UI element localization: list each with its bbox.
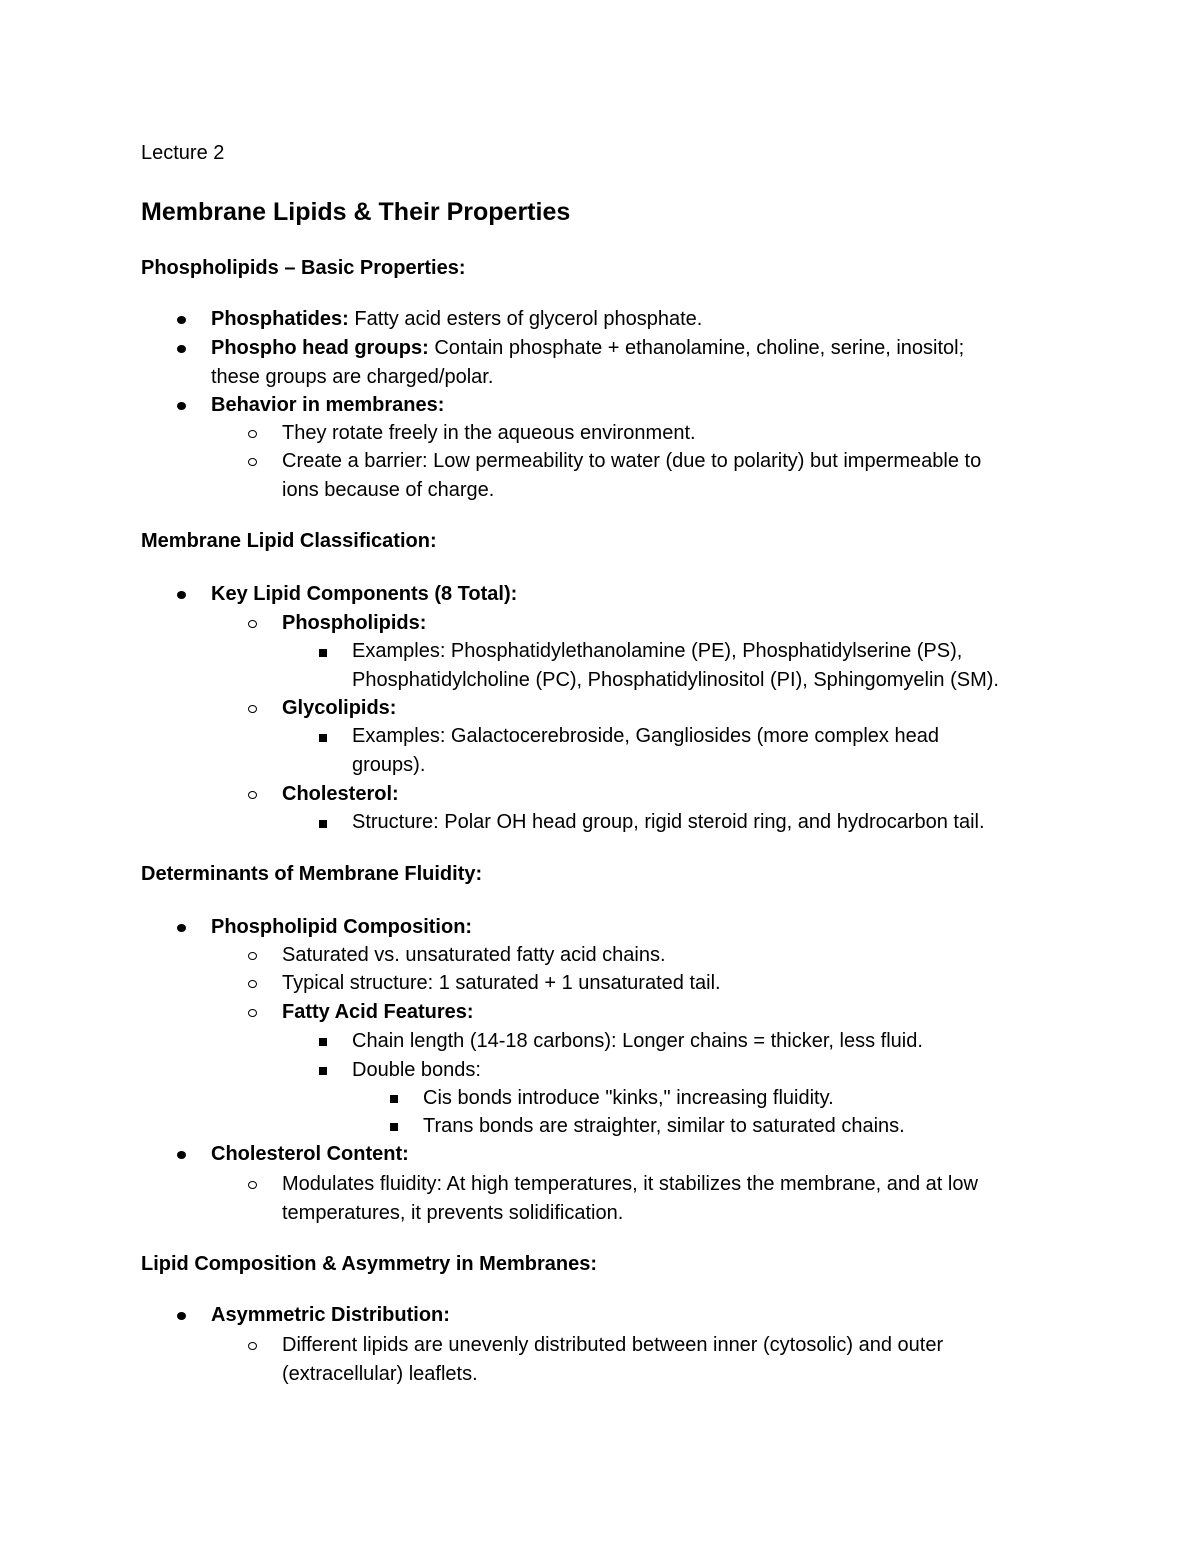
bullet-disc-icon [177,1312,186,1320]
bullet-circle-icon [248,1181,257,1189]
item-label: Asymmetric Distribution: [211,1304,450,1326]
bullet-disc-icon [177,316,186,324]
sub-item-label: Fatty Acid Features: [282,1001,474,1023]
sub-item-text: Different lipids are unevenly distributed between inner (cytosolic) and outer [282,1334,944,1356]
bullet-circle-icon [248,705,257,713]
bullet-square-icon [319,820,327,828]
bullet-square-icon [319,649,327,657]
item-text-continued: these groups are charged/polar. [211,366,494,388]
item-label: Phospholipid Composition: [211,916,473,938]
bullet-square-icon [319,734,327,742]
sub-sub-sub-item-text: Trans bonds are straighter, similar to saturated chains. [423,1115,905,1137]
item-label: Cholesterol Content: [211,1143,409,1165]
bullet-square-icon [319,1067,327,1075]
sub-item-text: They rotate freely in the aqueous environment. [282,422,696,444]
sub-item-text-continued: ions because of charge. [282,479,495,501]
bullet-circle-icon [248,952,257,960]
bullet-disc-icon [177,591,186,599]
bullet-circle-icon [248,620,257,628]
item-text: Fatty acid esters of glycerol phosphate. [348,308,703,330]
sub-item-label: Phospholipids: [282,612,427,634]
bullet-circle-icon [248,1342,257,1350]
sub-item-text: Saturated vs. unsaturated fatty acid chains. [282,944,666,966]
sub-item-text: Create a barrier: Low permeability to water (due to polarity) but impermeable to [282,450,982,472]
sub-item-text-continued: (extracellular) leaflets. [282,1363,478,1385]
bullet-circle-icon [248,458,257,466]
bullet-circle-icon [248,430,257,438]
item-label: Phosphatides: [211,308,349,330]
section-heading: Lipid Composition & Asymmetry in Membranes: [141,1253,597,1275]
sub-sub-item-text: Examples: Galactocerebroside, Gangliosides (more complex head [352,725,939,747]
sub-sub-item-text-continued: groups). [352,754,426,776]
section-heading: Membrane Lipid Classification: [141,530,437,552]
sub-sub-item-text: Chain length (14-18 carbons): Longer chains = thicker, less fluid. [352,1030,923,1052]
sub-sub-item-text: Examples: Phosphatidylethanolamine (PE), Phosphatidylserine (PS), [352,640,963,662]
bullet-disc-icon [177,1151,186,1159]
item-label: Phospho head groups: [211,337,429,359]
sub-item-label: Cholesterol: [282,783,399,805]
sub-item-text-continued: temperatures, it prevents solidification. [282,1202,624,1224]
sub-sub-item-text-continued: Phosphatidylcholine (PC), Phosphatidylinositol (PI), Sphingomyelin (SM). [352,669,999,691]
list-item [211,334,964,363]
item-label: Behavior in membranes: [211,394,445,416]
sub-item-label: Glycolipids: [282,697,397,719]
sub-item-text: Modulates fluidity: At high temperatures, it stabilizes the membrane, and at low [282,1173,978,1195]
bullet-square-icon [390,1123,398,1131]
bullet-disc-icon [177,924,186,932]
item-text: Contain phosphate + ethanolamine, choline, serine, inositol; [428,337,965,359]
sub-sub-item-text: Double bonds: [352,1059,481,1081]
bullet-disc-icon [177,402,186,410]
bullet-square-icon [319,1038,327,1046]
bullet-circle-icon [248,980,257,988]
page-title: Membrane Lipids & Their Properties [141,198,571,226]
sub-item-text: Typical structure: 1 saturated + 1 unsaturated tail. [282,972,721,994]
lecture-label: Lecture 2 [141,142,225,164]
section-heading: Phospholipids – Basic Properties: [141,257,466,279]
bullet-circle-icon [248,1009,257,1017]
sub-sub-item-text: Structure: Polar OH head group, rigid steroid ring, and hydrocarbon tail. [352,811,985,833]
bullet-circle-icon [248,791,257,799]
bullet-square-icon [390,1095,398,1103]
sub-sub-sub-item-text: Cis bonds introduce "kinks," increasing fluidity. [423,1087,834,1109]
section-heading: Determinants of Membrane Fluidity: [141,863,483,885]
item-label: Key Lipid Components (8 Total): [211,583,518,605]
list-item [211,305,702,334]
bullet-disc-icon [177,345,186,353]
